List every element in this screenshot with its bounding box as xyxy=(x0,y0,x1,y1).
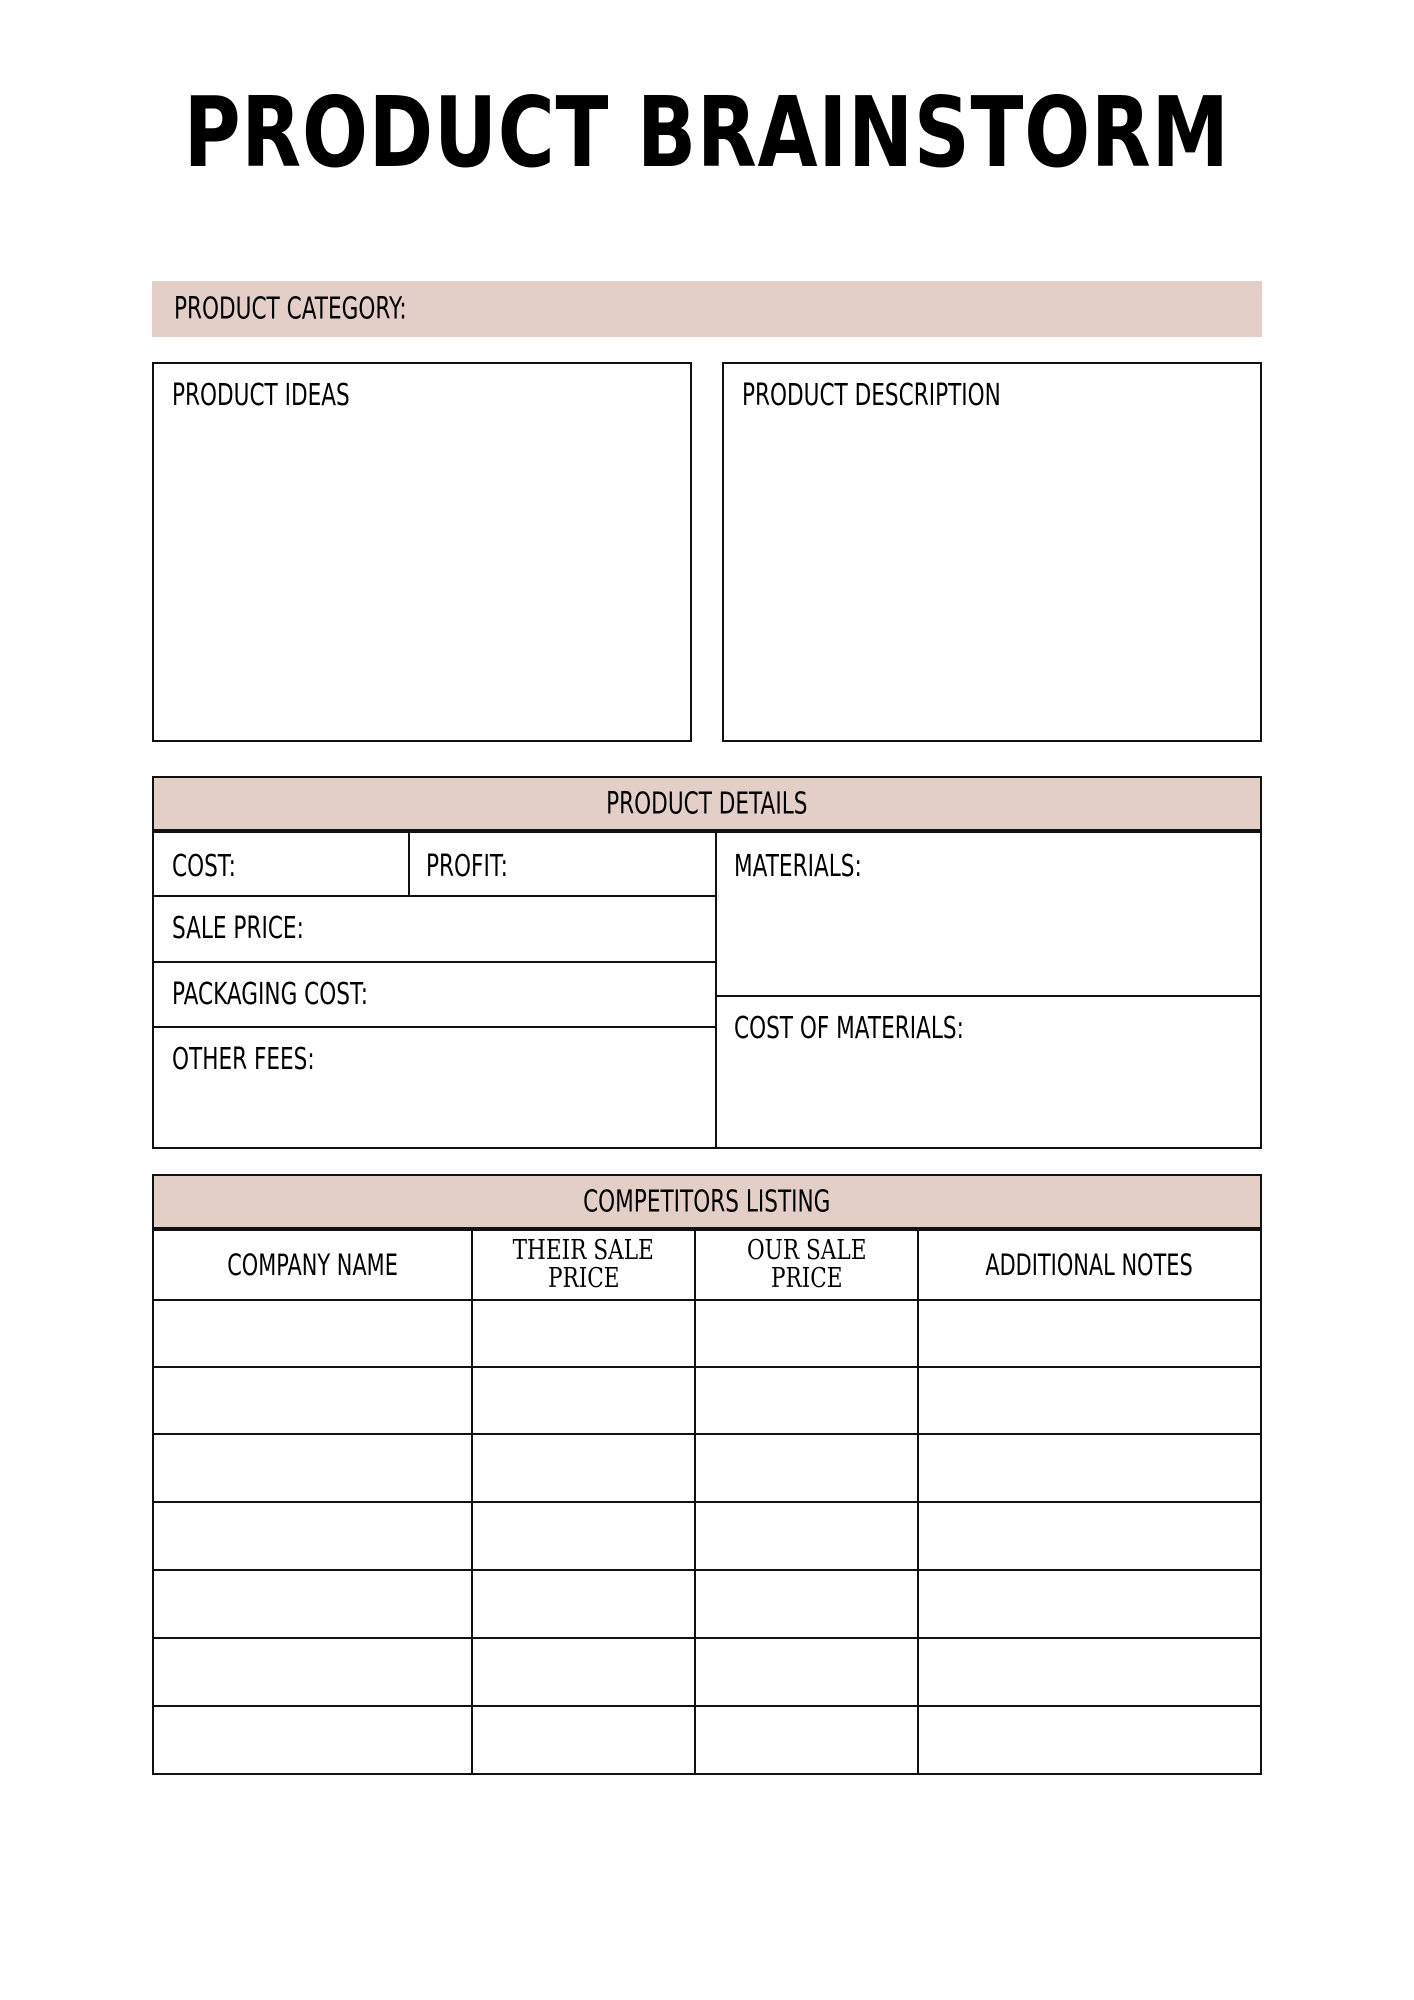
competitors-column-company-name xyxy=(154,1231,471,1299)
details-field-cost-wrap xyxy=(172,849,261,884)
product-description-label: PRODUCT DESCRIPTION xyxy=(742,378,1001,413)
competitors-header-label: COMPETITORS LISTING xyxy=(583,1184,831,1219)
details-row-divider-2 xyxy=(154,961,715,963)
details-field-cost-of-materials: COST OF MATERIALS: xyxy=(734,1011,964,1046)
details-field-sale-price: SALE PRICE: xyxy=(172,911,304,946)
table-row[interactable] xyxy=(154,1571,1260,1637)
product-details-header xyxy=(152,776,1262,831)
details-field-materials: MATERIALS: xyxy=(734,849,862,884)
table-row[interactable] xyxy=(154,1639,1260,1705)
details-field-other-fees: OTHER FEES: xyxy=(172,1042,315,1077)
details-field-profit-wrap xyxy=(426,849,540,884)
product-details-header-wrap xyxy=(154,786,1260,821)
details-cost-profit-divider xyxy=(408,833,410,895)
details-field-cost-of-materials-wrap xyxy=(734,1011,1053,1046)
product-ideas-label-wrap xyxy=(172,378,419,413)
competitors-table xyxy=(152,1229,1262,1775)
product-ideas-box[interactable] xyxy=(152,362,692,742)
details-field-cost: COST: xyxy=(172,849,236,884)
table-row[interactable] xyxy=(154,1707,1260,1773)
table-row[interactable] xyxy=(154,1301,1260,1366)
details-field-packaging-cost-wrap xyxy=(172,977,444,1012)
details-row-divider-1 xyxy=(154,895,715,897)
product-details-grid xyxy=(152,831,1262,1149)
table-row[interactable] xyxy=(154,1368,1260,1433)
product-ideas-label: PRODUCT IDEAS xyxy=(172,378,350,413)
competitors-column-their-sale-price-label-line1: THEIR SALE xyxy=(512,1234,655,1266)
product-details-header-label: PRODUCT DETAILS xyxy=(606,786,808,821)
product-description-label-wrap xyxy=(742,378,1101,413)
product-category-label-wrap xyxy=(174,292,497,327)
details-field-profit: PROFIT: xyxy=(426,849,508,884)
details-field-materials-wrap xyxy=(734,849,911,884)
details-field-other-fees-wrap xyxy=(172,1042,370,1077)
product-description-box[interactable] xyxy=(722,362,1262,742)
competitors-listing-header xyxy=(152,1174,1262,1229)
competitors-header-wrap xyxy=(154,1184,1260,1219)
competitors-column-their-sale-price-label-line2: PRICE xyxy=(547,1263,620,1294)
product-category-label: PRODUCT CATEGORY: xyxy=(174,291,407,327)
details-field-packaging-cost: PACKAGING COST: xyxy=(172,977,369,1012)
product-category-bar[interactable] xyxy=(152,281,1262,337)
table-row[interactable] xyxy=(154,1435,1260,1501)
competitors-column-their-sale-price xyxy=(473,1231,694,1299)
competitors-column-company-name-label: COMPANY NAME xyxy=(227,1248,398,1282)
competitors-column-our-sale-price-label-line1: OUR SALE xyxy=(746,1234,867,1266)
details-row-divider-3 xyxy=(154,1026,715,1028)
competitors-column-additional-notes xyxy=(919,1231,1260,1299)
page-title-container xyxy=(0,76,1414,189)
details-materials-divider xyxy=(715,995,1262,997)
competitors-column-our-sale-price-label-line2: PRICE xyxy=(770,1263,843,1294)
competitors-column-additional-notes-label: ADDITIONAL NOTES xyxy=(985,1248,1194,1282)
details-main-vertical-divider xyxy=(715,833,717,1147)
table-row[interactable] xyxy=(154,1503,1260,1569)
details-field-sale-price-wrap xyxy=(172,911,355,946)
competitors-column-our-sale-price xyxy=(696,1231,917,1299)
page-title: PRODUCT BRAINSTORM xyxy=(184,76,1230,189)
